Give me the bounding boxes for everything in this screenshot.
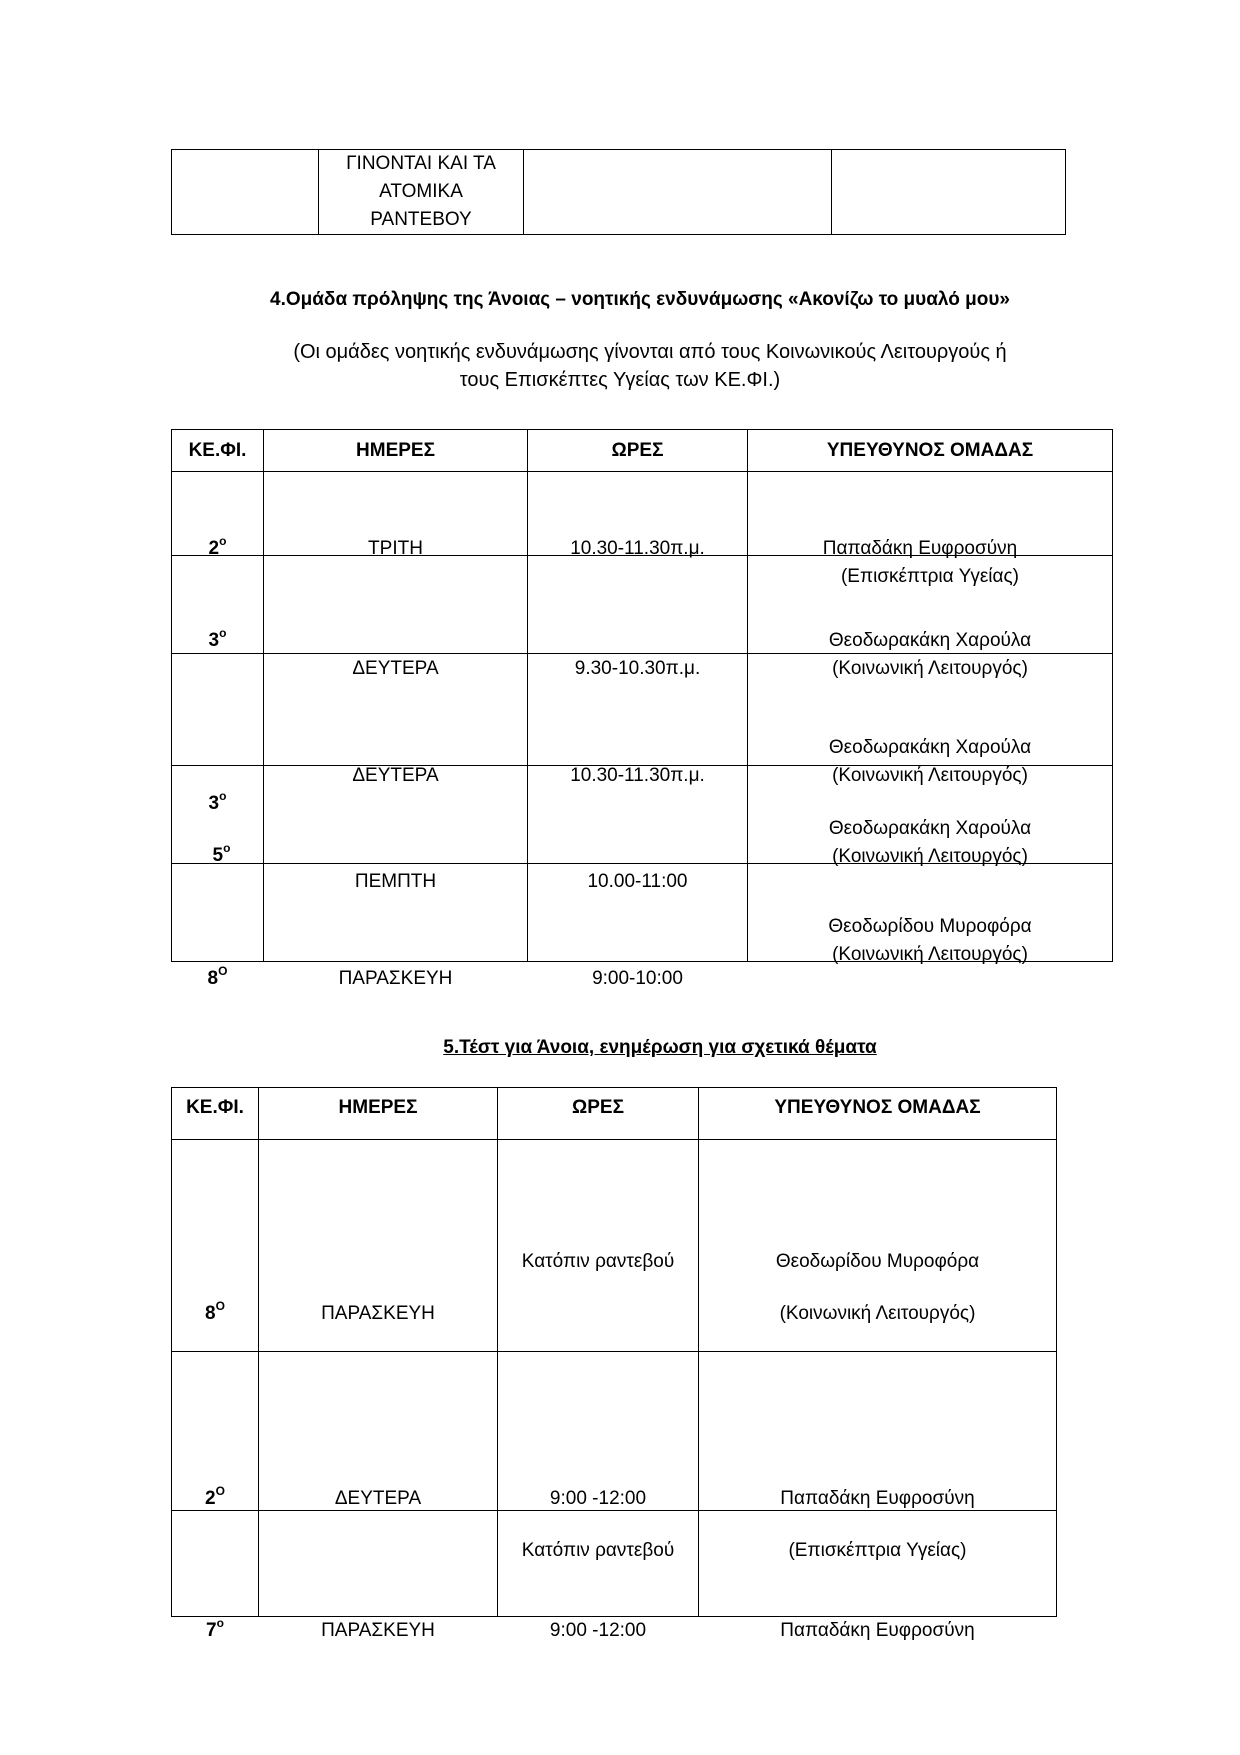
- table-cell-responsible: Παπαδάκη Ευφροσύνη: [699, 1511, 1057, 1617]
- table-cell-kefi: $3^o$: [172, 556, 264, 654]
- top-note-line-2: ΑΤΟΜΙΚΑ: [379, 181, 463, 202]
- top-note-line-3: ΡΑΝΤΕΒΟΥ: [370, 209, 472, 230]
- table-cell-hours: 9:00 -12:00 Κατόπιν ραντεβού: [498, 1352, 699, 1511]
- section5-table: [171, 1087, 1057, 1641]
- table-cell-hours: 10.30-11.30π.μ.: [528, 472, 748, 556]
- top-cell-empty-3: [832, 150, 1066, 235]
- header-responsible: ΥΠΕΥΘΥΝΟΣ ΟΜΑΔΑΣ: [699, 1088, 1057, 1140]
- header-hours: ΩΡΕΣ: [528, 430, 748, 472]
- top-note-line-1: ΓΙΝΟΝΤΑΙ ΚΑΙ ΤΑ: [346, 153, 496, 174]
- section4-note-line-2: τους Επισκέπτες Υγείας των ΚΕ.ΦΙ.): [459, 369, 781, 391]
- table-cell-kefi: $7^o$: [172, 1511, 259, 1617]
- section4-table: [171, 429, 1113, 989]
- top-table: [171, 149, 1066, 235]
- table-cell-responsible: Θεοδωρακάκη Χαρούλα (Κοινωνική Λειτουργός): [748, 766, 1113, 864]
- top-cell-empty-2: [524, 150, 832, 235]
- table-cell-day: ΠΕΜΠΤΗ: [264, 766, 528, 864]
- header-hours: ΩΡΕΣ: [498, 1088, 699, 1140]
- header-days: ΗΜΕΡΕΣ: [264, 430, 528, 472]
- table-cell-responsible: Παπαδάκη Ευφροσύνη (Επισκέπτρια Υγείας): [699, 1352, 1057, 1511]
- table-cell-responsible: Θεοδωρακάκη Χαρούλα (Κοινωνική Λειτουργός): [748, 556, 1113, 654]
- section4-title: 4.Ομάδα πρόληψης της Άνοιας – νοητικής ενδυνάμωσης «Ακονίζω το μυαλό μου»: [270, 289, 1010, 310]
- table-cell-kefi: $3^o$: [172, 654, 264, 766]
- table-cell-hours: 9.30-10.30π.μ.: [528, 556, 748, 654]
- table-cell-responsible: Θεοδωρίδου Μυροφόρα (Κοινωνική Λειτουργός): [748, 864, 1113, 962]
- top-cell-empty-1: [172, 150, 319, 235]
- table-cell-hours: 9:00-10:00: [528, 864, 748, 962]
- header-kefi: ΚΕ.ΦΙ.: [172, 430, 264, 472]
- table-cell-hours: 10.00-11:00: [528, 766, 748, 864]
- table-cell-kefi: $5^o$: [172, 766, 264, 864]
- table-cell-hours: Κατόπιν ραντεβού: [498, 1140, 699, 1352]
- table-cell-kefi: $8^O$: [172, 864, 264, 962]
- table-cell-responsible: Θεοδωρακάκη Χαρούλα (Κοινωνική Λειτουργός): [748, 654, 1113, 766]
- table-cell-day: ΠΑΡΑΣΚΕΥΗ: [264, 864, 528, 962]
- table-cell-day: ΤΡΙΤΗ: [264, 472, 528, 556]
- table-cell-kefi: $8^O$: [172, 1140, 259, 1352]
- table-cell-responsible: Παπαδάκη Ευφροσύνη (Επισκέπτρια Υγείας): [748, 472, 1113, 556]
- header-responsible: ΥΠΕΥΘΥΝΟΣ ΟΜΑΔΑΣ: [748, 430, 1113, 472]
- table-cell-hours: 9:00 -12:00: [498, 1511, 699, 1617]
- section5-title: [0, 1037, 1240, 1059]
- table-cell-day: ΔΕΥΤΕΡΑ: [259, 1352, 498, 1511]
- section5-title-text: 5.Τέστ για Άνοια, ενημέρωση για σχετικά θέματα: [443, 1037, 877, 1058]
- table-cell-day: ΠΑΡΑΣΚΕΥΗ: [259, 1140, 498, 1352]
- section4-note-line-1: (Οι ομάδες νοητικής ενδυνάμωσης γίνονται από τους Κοινωνικούς Λειτουργούς ή: [293, 341, 1007, 363]
- header-days: ΗΜΕΡΕΣ: [259, 1088, 498, 1140]
- table-cell-hours: 10.30-11.30π.μ.: [528, 654, 748, 766]
- table-cell-day: ΔΕΥΤΕΡΑ: [264, 556, 528, 654]
- table-cell-responsible: Θεοδωρίδου Μυροφόρα (Κοινωνική Λειτουργός): [699, 1140, 1057, 1352]
- header-kefi: ΚΕ.ΦΙ.: [172, 1088, 259, 1140]
- table-cell-day: ΠΑΡΑΣΚΕΥΗ: [259, 1511, 498, 1617]
- table-cell-day: ΔΕΥΤΕΡΑ: [264, 654, 528, 766]
- table-cell-kefi: $2^O$: [172, 1352, 259, 1511]
- top-cell-note: [319, 150, 524, 235]
- table-cell-kefi: $2^o$: [172, 472, 264, 556]
